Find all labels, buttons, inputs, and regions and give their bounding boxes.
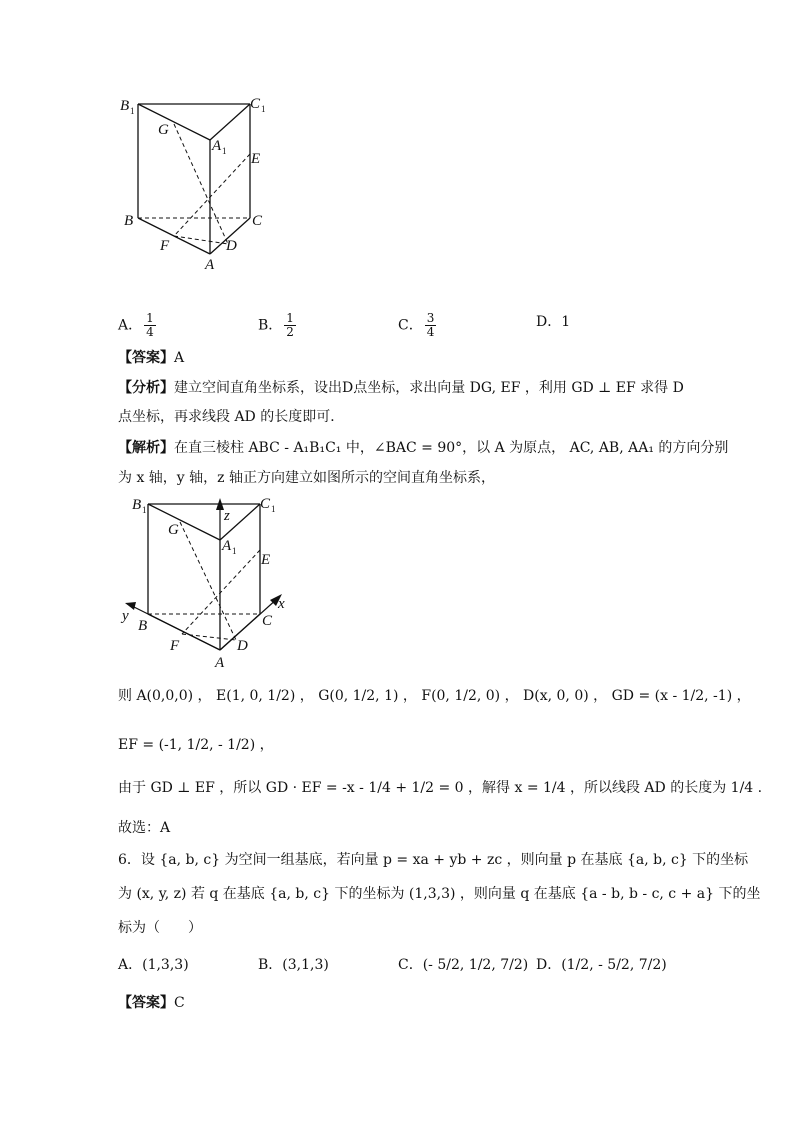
conclusion-line: 由于 GD ⊥ EF ，所以 GD · EF = -x - 1/4 + 1/2 = 0 ，解得 x = 1/4 ，所以线段 AD 的长度为 1/4 .	[118, 780, 763, 796]
q6-line-3: 标为（ ）	[118, 920, 202, 936]
solution-tag: 【解析】	[118, 440, 174, 456]
q6-option-c: C．(- 5/2, 1/2, 7/2)	[398, 957, 529, 973]
label-x-axis: x	[278, 596, 285, 612]
choose-line: 故选：A	[118, 820, 171, 836]
label-z-axis: z	[224, 508, 230, 524]
analysis-line-1: 【分析】建立空间直角坐标系，设出D点坐标，求出向量 DG, EF ，利用 GD ⊥ EF 求得 D	[118, 380, 684, 396]
label-c1-2-sub: 1	[271, 504, 276, 514]
option-a: A． $\frac{1}{4}$	[118, 311, 154, 339]
coords-line-2: EF = (-1, 1/2, - 1/2) ，	[118, 737, 274, 753]
prism-diagram-2	[110, 490, 310, 675]
label-b1-2-sub: 1	[142, 505, 147, 515]
label-a1: A	[212, 138, 222, 154]
prism-figure-2	[110, 490, 310, 675]
label-b1: B	[120, 98, 130, 114]
prism-figure-1	[110, 88, 290, 278]
label-a: A	[205, 257, 215, 273]
solution-line-1: 【解析】在直三棱柱 ABC - A₁B₁C₁ 中，∠BAC = 90°，以 A 为原点， AC, AB, AA₁ 的方向分别	[118, 440, 729, 456]
label-b1-sub: 1	[130, 106, 135, 116]
q6-line-2: 为 (x, y, z) 若 q 在基底 {a, b, c} 下的坐标为 (1,3,3) ，则向量 q 在基底 {a - b, b - c, c + a} 下的坐	[118, 886, 761, 902]
label-y-axis: y	[122, 608, 129, 624]
coords-line-1: 则 A(0,0,0) ， E(1, 0, 1/2) ， G(0, 1/2, 1) ， F(0, 1/2, 0) ， D(x, 0, 0) ， GD = (x - 1/2, -1) ，	[118, 688, 751, 704]
answer-line-1: 【答案】A	[118, 350, 185, 366]
label-e-2: E	[261, 552, 271, 568]
label-c-2: C	[262, 613, 273, 629]
label-a1-2: A	[222, 538, 232, 554]
label-f-2: F	[170, 638, 180, 654]
q6-line-1: 6．设 {a, b, c} 为空间一组基底，若向量 p = xa + yb + zc ，则向量 p 在基底 {a, b, c} 下的坐标	[118, 852, 749, 868]
label-c: C	[252, 213, 263, 229]
q6-option-a: A．(1,3,3)	[118, 957, 189, 973]
answer-line-2: 【答案】C	[118, 995, 185, 1011]
label-a1-2-sub: 1	[232, 546, 237, 556]
label-d: D	[226, 238, 237, 254]
label-b-2: B	[138, 618, 148, 634]
label-d-2: D	[237, 638, 248, 654]
prism-diagram-1	[110, 88, 290, 278]
answer-tag: 【答案】	[118, 350, 174, 366]
label-b: B	[124, 213, 134, 229]
label-c1: C	[250, 96, 261, 112]
option-b: B． $\frac{1}{2}$	[258, 311, 294, 339]
label-c1-sub: 1	[261, 104, 266, 114]
label-g-2: G	[168, 522, 179, 538]
label-f: F	[160, 238, 170, 254]
label-g: G	[158, 122, 169, 138]
label-e: E	[251, 151, 261, 167]
label-c1-2: C	[260, 496, 271, 512]
label-b1-2: B	[132, 497, 142, 513]
solution-line-2: 为 x 轴，y 轴，z 轴正方向建立如图所示的空间直角坐标系，	[118, 470, 495, 486]
answer-tag-2: 【答案】	[118, 995, 174, 1011]
label-a1-sub: 1	[222, 146, 227, 156]
analysis-tag: 【分析】	[118, 380, 174, 396]
option-c: C． $\frac{3}{4}$	[398, 311, 435, 339]
q6-option-d: D．(1/2, - 5/2, 7/2)	[536, 957, 667, 973]
analysis-line-2: 点坐标，再求线段 AD 的长度即可．	[118, 409, 345, 425]
option-d: D．1	[536, 314, 571, 330]
q6-option-b: B．(3,1,3)	[258, 957, 329, 973]
label-a-2: A	[215, 655, 225, 671]
